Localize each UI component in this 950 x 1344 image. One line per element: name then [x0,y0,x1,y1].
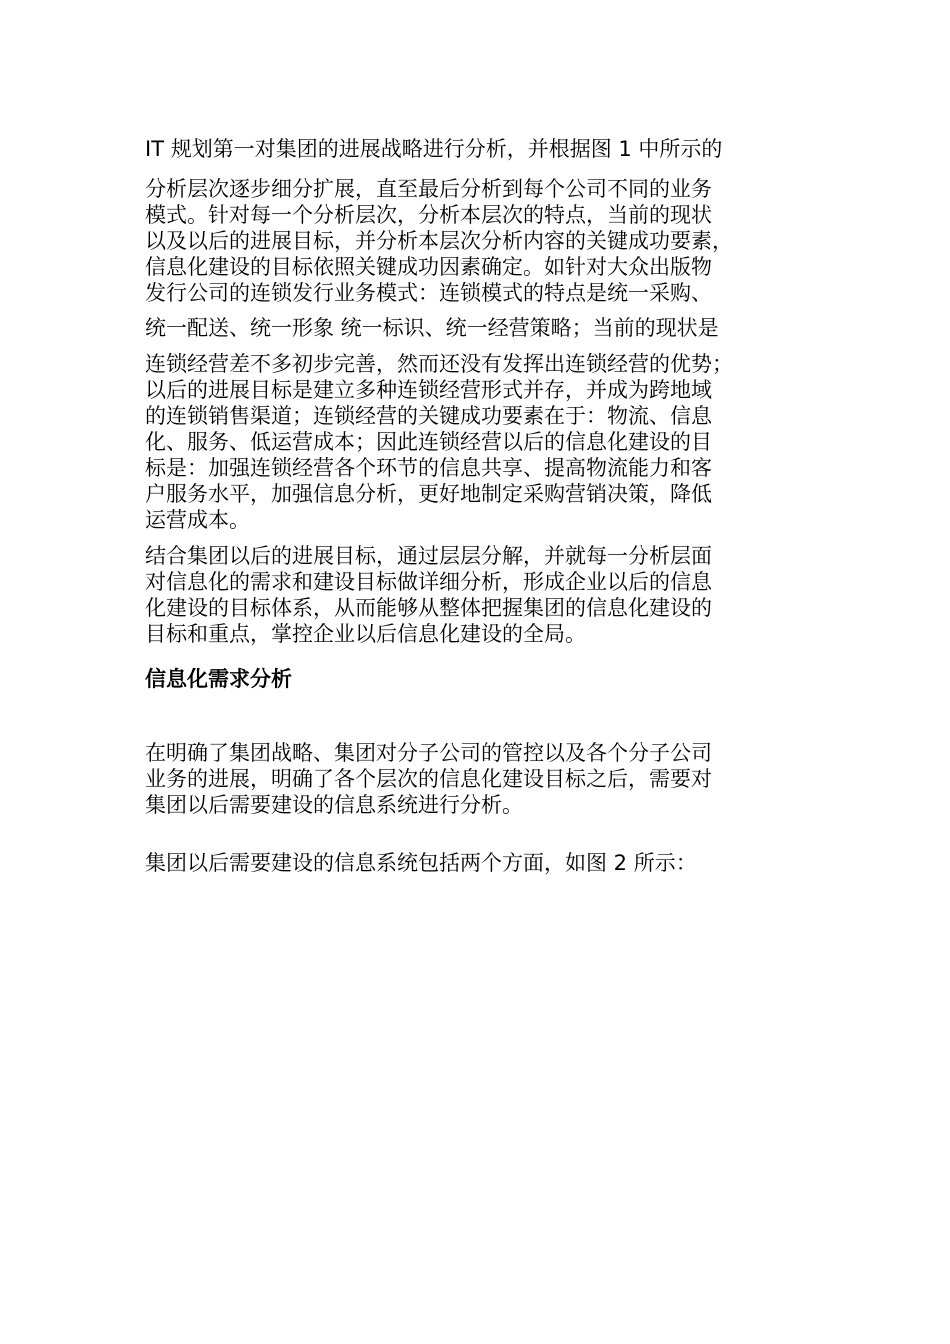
section-heading: 信息化需求分析 [145,667,292,691]
paragraph-1-line-6: 发行公司的连锁发行业务模式：连锁模式的特点是统一采购、 [145,281,712,305]
paragraph-2-line-1: 结合集团以后的进展目标，通过层层分解，并就每一分析层面 [145,544,712,568]
paragraph-2-line-2: 对信息化的需求和建设目标做详细分析，形成企业以后的信息 [145,570,712,594]
paragraph-1-line-3: 模式。针对每一个分析层次，分析本层次的特点，当前的现状 [145,203,712,227]
paragraph-1-line-11: 化、服务、低运营成本；因此连锁经营以后的信息化建设的目 [145,430,712,454]
paragraph-1-line-4: 以及以后的进展目标，并分析本层次分析内容的关键成功要素， [145,229,733,253]
section-paragraph-2-line-1: 集团以后需要建设的信息系统包括两个方面，如图 2 所示： [145,851,697,875]
paragraph-1-line-2: 分析层次逐步细分扩展，直至最后分析到每个公司不同的业务 [145,177,712,201]
paragraph-1-line-14: 运营成本。 [145,508,250,532]
paragraph-1-line-1: IT 规划第一对集团的进展战略进行分析，并根据图 1 中所示的 [145,137,723,161]
paragraph-2-line-4: 目标和重点，掌控企业以后信息化建设的全局。 [145,622,586,646]
paragraph-1-line-10: 的连锁销售渠道；连锁经营的关键成功要素在于：物流、信息 [145,404,712,428]
paragraph-1-line-7: 统一配送、统一形象 统一标识、统一经营策略；当前的现状是 [145,316,719,340]
paragraph-2-line-3: 化建设的目标体系，从而能够从整体把握集团的信息化建设的 [145,596,712,620]
section-paragraph-1-line-1: 在明确了集团战略、集团对分子公司的管控以及各个分子公司 [145,741,712,765]
paragraph-1-line-5: 信息化建设的目标依照关键成功因素确定。如针对大众出版物 [145,255,712,279]
section-paragraph-1-line-2: 业务的进展，明确了各个层次的信息化建设目标之后，需要对 [145,767,712,791]
paragraph-1-line-8: 连锁经营差不多初步完善，然而还没有发挥出连锁经营的优势； [145,352,733,376]
section-paragraph-1-line-3: 集团以后需要建设的信息系统进行分析。 [145,793,523,817]
paragraph-1-line-13: 户服务水平，加强信息分析，更好地制定采购营销决策，降低 [145,482,712,506]
paragraph-1-line-9: 以后的进展目标是建立多种连锁经营形式并存，并成为跨地域 [145,378,712,402]
paragraph-1-line-12: 标是：加强连锁经营各个环节的信息共享、提高物流能力和客 [145,456,712,480]
